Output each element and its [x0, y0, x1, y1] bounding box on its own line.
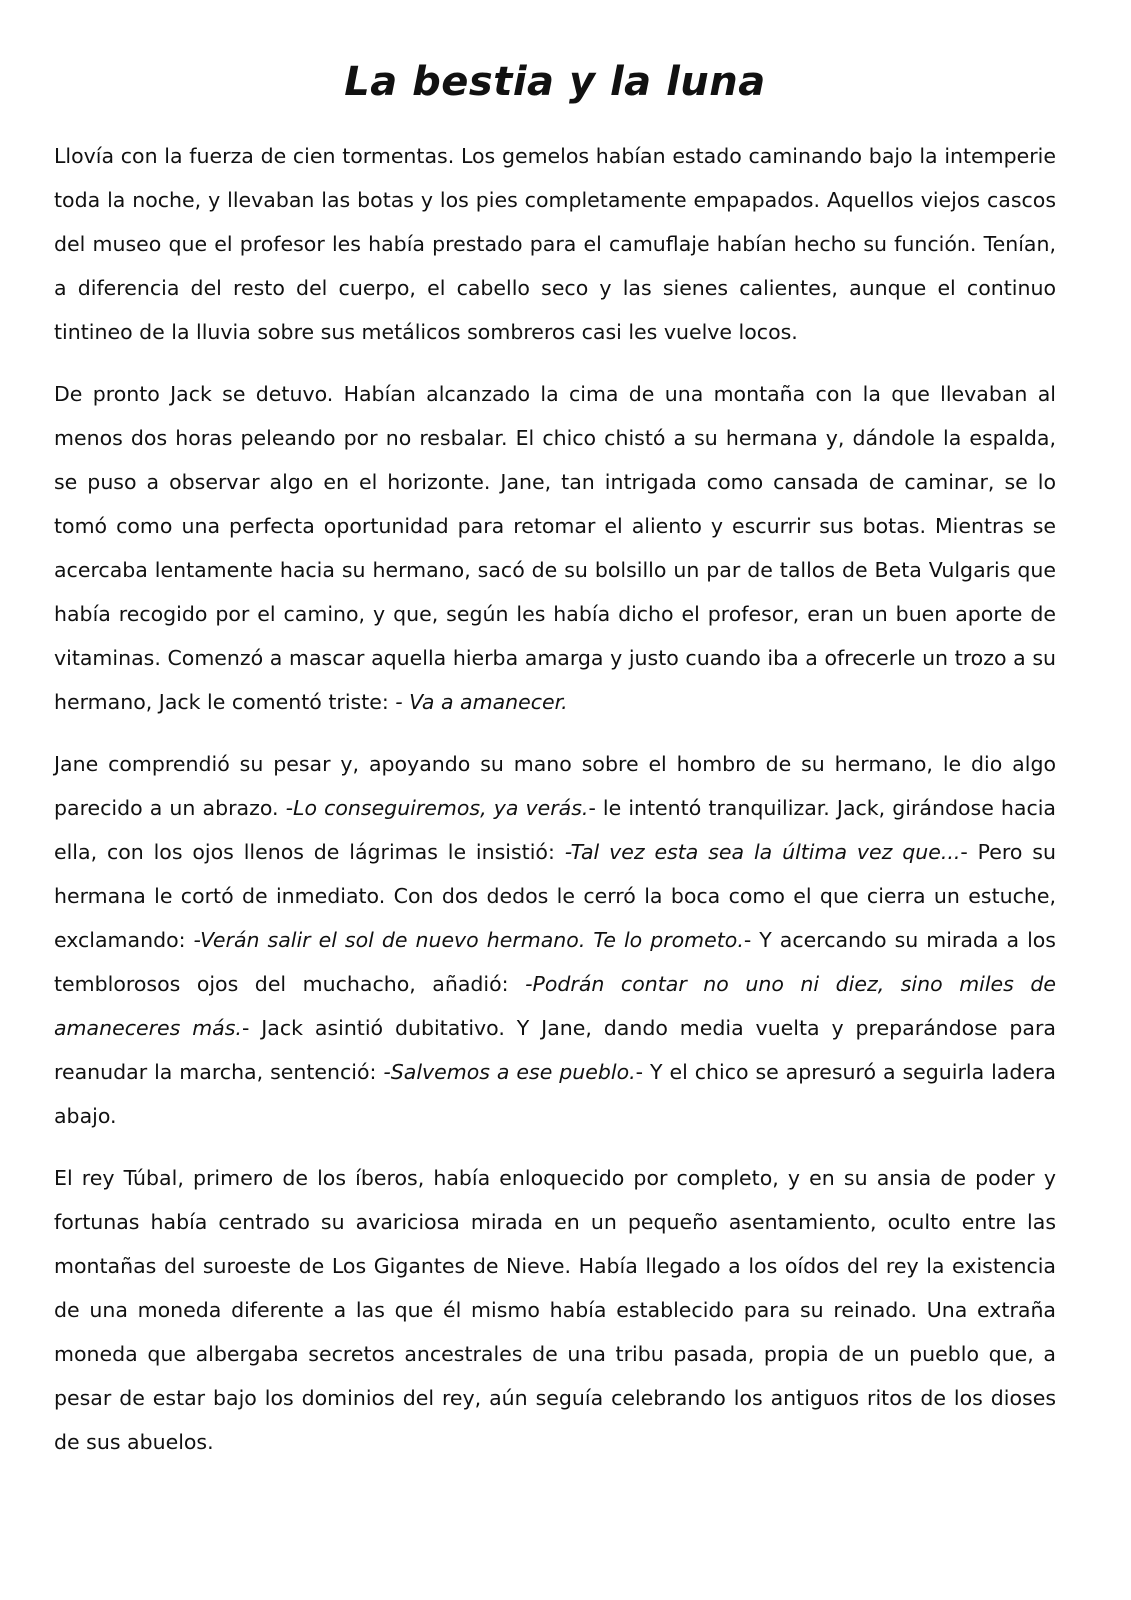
paragraph-text: El rey Túbal, primero de los íberos, había enloquecido por completo, y en su ansia de poder y fortunas había centrado su avariciosa mirada en un pequeño asentamiento, oculto entre las montañas del suroeste de Los Gigantes de Nieve. Había llegado a los oídos del rey la existencia de una moneda diferente a las que él mismo había establecido para su reinado. Una extraña moneda que albergaba secretos ancestrales de una tribu pasada, propia de un pueblo que, a pesar de estar bajo los dominios del rey, aún seguía celebrando los antiguos ritos de los dioses de sus abuelos.: [54, 1166, 1056, 1454]
paragraph-1: [54, 134, 1056, 354]
paragraph-2: [54, 372, 1056, 724]
paragraph-text: - Y el chico se apresuró a seguirla ladera abajo.: [54, 1060, 1056, 1128]
paragraph-4: [54, 1156, 1056, 1464]
page-title: La bestia y la luna: [344, 59, 766, 105]
dialogue-italic: -Tal vez esta sea la última vez que...: [564, 840, 961, 864]
paragraph-text: - Jack asintió dubitativo. Y Jane, dando media vuelta y preparándose para reanudar la marcha, sentenció:: [54, 1016, 1056, 1084]
paragraph-text: - le intentó tranquilizar. Jack, girándose hacia ella, con los ojos llenos de lágrimas le insistió:: [54, 796, 1056, 864]
paragraph-3: [54, 742, 1056, 1138]
paragraph-text: - Y acercando su mirada a los temblorosos ojos del muchacho, añadió:: [54, 928, 1056, 996]
dialogue-italic: - Va a amanecer.: [395, 690, 568, 714]
dialogue-italic: -Verán salir el sol de nuevo hermano. Te lo prometo.: [193, 928, 744, 952]
dialogue-italic: -Lo conseguiremos, ya verás.: [285, 796, 589, 820]
dialogue-italic: -Salvemos a ese pueblo.: [383, 1060, 636, 1084]
paragraph-text: Llovía con la fuerza de cien tormentas. Los gemelos habían estado caminando bajo la intemperie toda la noche, y llevaban las botas y los pies completamente empapados. Aquellos viejos cascos del museo que el profesor les había prestado para el camuflaje habían hecho su función. Tenían, a diferencia del resto del cuerpo, el cabello seco y las sienes calientes, aunque el continuo tintineo de la lluvia sobre sus metálicos sombreros casi les vuelve locos.: [54, 144, 1056, 344]
paragraph-text: Jane comprendió su pesar y, apoyando su mano sobre el hombro de su hermano, le dio algo parecido a un abrazo.: [54, 752, 1056, 820]
dialogue-italic: -Podrán contar no uno ni diez, sino miles de amaneceres más.: [54, 972, 1056, 1040]
paragraph-text: - Pero su hermana le cortó de inmediato. Con dos dedos le cerró la boca como el que cierra un estuche, exclamando:: [54, 840, 1056, 952]
paragraph-text: De pronto Jack se detuvo. Habían alcanzado la cima de una montaña con la que llevaban al menos dos horas peleando por no resbalar. El chico chistó a su hermana y, dándole la espalda, se puso a observar algo en el horizonte. Jane, tan intrigada como cansada de caminar, se lo tomó como una perfecta oportunidad para retomar el aliento y escurrir sus botas. Mientras se acercaba lentamente hacia su hermano, sacó de su bolsillo un par de tallos de Beta Vulgaris que había recogido por el camino, y que, según les había dicho el profesor, eran un buen aporte de vitaminas. Comenzó a mascar aquella hierba amarga y justo cuando iba a ofrecerle un trozo a su hermano, Jack le comentó triste:: [54, 382, 1056, 714]
